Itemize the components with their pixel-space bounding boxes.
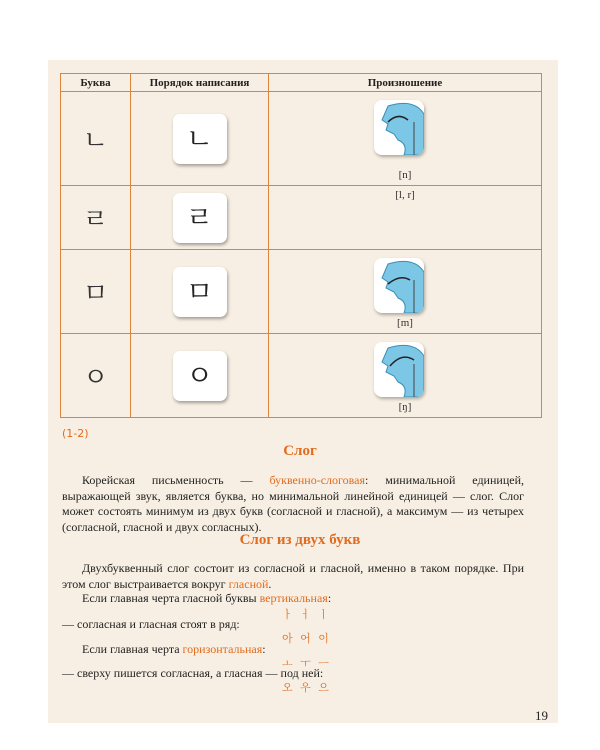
line-top-bottom: — сверху пишется согласная, а гласная — под ней: — [62, 666, 324, 680]
writing-order-card: ㄹ — [173, 193, 227, 243]
pronunciation-label: [n] — [398, 169, 412, 181]
term-vertical: вертикальная — [259, 591, 328, 605]
table-row — [61, 186, 542, 250]
writing-order-card: ㅁ — [173, 267, 227, 317]
table-row — [61, 250, 542, 334]
letter-cell: ㅁ — [61, 250, 131, 334]
paragraph-two-letter: Двухбуквенный слог состоит из согласной и гласной, именно в таком порядке. При этом слог выстраивается вокруг гласной. — [62, 561, 524, 591]
heading-two-letter-syllable: Слог из двух букв — [239, 532, 361, 548]
mouth-profile-image — [374, 342, 424, 397]
mouth-profile-image — [374, 100, 424, 155]
letter-cell: ㄹ — [61, 186, 131, 250]
line-vertical-vowel: Если главная черта гласной буквы вертикальная: — [82, 591, 332, 605]
pronunciation-label: [ŋ] — [398, 401, 412, 413]
line-side-by-side: — согласная и гласная стоят в ряд: — [62, 617, 240, 631]
term-vowel: гласной — [228, 576, 269, 591]
paragraph-syllable: Корейская письменность — буквенно-слоговая: минимальной единицей, выражающей звук, является буква, но минимальной линейной единицей — слог. Слог может состоять минимум из двух букв (согласной и гласной), а максимум — из четырех (согласной, гласной и двух согласных). — [62, 473, 524, 534]
header-letter: Буква — [61, 74, 131, 92]
writing-order-card: ㅇ — [173, 351, 227, 401]
table-row — [61, 334, 542, 418]
letters-table — [60, 73, 542, 418]
korean-side-syllables: 아 어 이 — [282, 632, 331, 645]
korean-vertical-vowels: ㅏ ㅓ ㅣ — [282, 608, 331, 621]
writing-order-card: ㄴ — [173, 114, 227, 164]
header-writing-order: Порядок написания — [131, 74, 269, 92]
section-number: (1-2) — [62, 427, 89, 440]
term-alphabetic-syllabic: буквенно-слоговая — [269, 473, 366, 487]
letter-cell: ㅇ — [61, 334, 131, 418]
page-number: 19 — [535, 708, 548, 723]
heading-syllable: Слог — [283, 443, 317, 459]
header-pronunciation: Произношение — [269, 74, 542, 92]
korean-horizontal-vowels: ㅗ ㅜ ㅡ — [282, 657, 331, 670]
term-horizontal: горизонтальная — [182, 642, 263, 656]
letter-cell: ㄴ — [61, 92, 131, 186]
line-horizontal-vowel: Если главная черта горизонтальная: — [82, 642, 266, 656]
table-header-row — [61, 74, 542, 92]
table-row — [61, 92, 542, 186]
mouth-profile-image — [374, 258, 424, 313]
korean-under-syllables: 오 우 으 — [282, 681, 331, 694]
pronunciation-label: [m] — [397, 317, 413, 329]
pronunciation-label: [l, r] — [395, 189, 415, 201]
